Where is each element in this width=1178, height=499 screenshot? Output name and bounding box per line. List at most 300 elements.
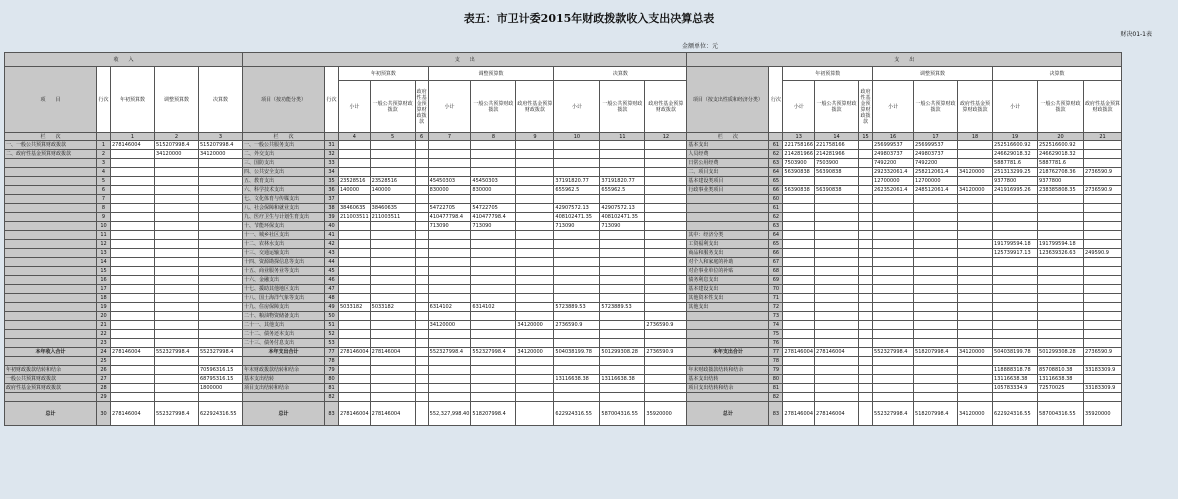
cell-b-8 <box>554 159 600 168</box>
cell-b-3 <box>370 141 415 150</box>
cell-c-5: 552327998.4 <box>873 402 914 426</box>
cell-a-0 <box>5 258 97 267</box>
cell-c-4 <box>859 357 873 366</box>
cell-b-4 <box>415 240 428 249</box>
cell-b-8 <box>554 357 600 366</box>
cell-a-3: 515207998.4 <box>155 141 199 150</box>
cell-a-0 <box>5 186 97 195</box>
cell-c-5 <box>873 303 914 312</box>
cell-b-6 <box>471 168 516 177</box>
cell-b-4 <box>415 267 428 276</box>
cell-a-1: 8 <box>97 204 111 213</box>
cell-c-10 <box>1084 258 1122 267</box>
cell-b-3 <box>370 150 415 159</box>
cell-a-3 <box>155 213 199 222</box>
cell-b-0: 十四、资源勘探信息等支出 <box>243 258 325 267</box>
cell-b-3 <box>370 285 415 294</box>
cell-b-2 <box>339 321 371 330</box>
cell-b-2 <box>339 231 371 240</box>
cell-c-8: 125739917.13 <box>993 249 1038 258</box>
header-subtotal: 小计 <box>993 81 1038 133</box>
cell-c-2 <box>783 339 815 348</box>
cell-b-2: 278146004 <box>340 349 369 355</box>
cell-c-3 <box>815 249 859 258</box>
table-row <box>5 285 1122 294</box>
cell-b-7 <box>516 186 554 195</box>
col-number: 20 <box>1038 133 1084 141</box>
cell-c-0: 基本支出 <box>687 141 769 150</box>
cell-c-3: 278146004 <box>815 348 859 357</box>
cell-c-0: 日常公用经费 <box>687 159 769 168</box>
cell-b-5 <box>428 357 471 366</box>
cell-c-8 <box>993 321 1038 330</box>
table-row <box>5 204 1122 213</box>
col-number: 15 <box>859 133 873 141</box>
table-row <box>5 249 1122 258</box>
cell-a-3 <box>155 222 199 231</box>
cell-a-0: 政府性基金预算财政拨款 <box>5 384 97 393</box>
header-grp-init-b: 年初预算数 <box>339 67 429 81</box>
cell-a-2 <box>111 213 155 222</box>
cell-c-6 <box>914 366 958 375</box>
cell-b-0: 十七、援助其他地区支出 <box>243 285 325 294</box>
cell-b-0: 四、公共安全支出 <box>243 168 325 177</box>
cell-a-1: 6 <box>97 186 111 195</box>
cell-b-4 <box>415 330 428 339</box>
cell-a-2 <box>111 204 155 213</box>
cell-b-2 <box>339 168 371 177</box>
cell-b-10 <box>645 159 687 168</box>
cell-c-3: 7503900 <box>815 159 859 168</box>
cell-b-0: 本年支出合计 <box>243 348 325 357</box>
cell-b-6 <box>471 357 516 366</box>
cell-a-1: 11 <box>97 231 111 240</box>
cell-c-4 <box>859 177 873 186</box>
cell-b-3 <box>370 312 415 321</box>
cell-c-5 <box>873 285 914 294</box>
cell-a-4: 515207998.4 <box>199 141 243 150</box>
cell-b-9 <box>600 258 645 267</box>
cell-c-2 <box>783 204 815 213</box>
cell-a-3 <box>155 339 199 348</box>
cell-c-10 <box>1084 177 1122 186</box>
cell-c-1: 65 <box>769 177 783 186</box>
cell-b-4 <box>415 186 428 195</box>
cell-b-2 <box>339 384 371 393</box>
cell-b-8: 504038199.78 <box>554 348 600 357</box>
cell-b-4 <box>415 294 428 303</box>
cell-c-0: 对企事业单位的补贴 <box>687 267 769 276</box>
cell-c-4 <box>859 375 873 384</box>
cell-c-6 <box>914 375 958 384</box>
cell-b-10 <box>645 195 687 204</box>
cell-c-6 <box>914 204 958 213</box>
header-final: 决算数 <box>199 67 243 133</box>
cell-b-9 <box>600 276 645 285</box>
cell-b-6 <box>471 150 516 159</box>
cell-b-0: 五、教育支出 <box>243 177 325 186</box>
cell-a-4 <box>199 312 243 321</box>
cell-c-5 <box>873 213 914 222</box>
cell-b-7 <box>516 276 554 285</box>
cell-c-6 <box>914 195 958 204</box>
table-row <box>5 321 1122 330</box>
cell-b-3 <box>370 276 415 285</box>
cell-c-4 <box>859 339 873 348</box>
cell-a-2 <box>111 168 155 177</box>
cell-b-7 <box>516 393 554 402</box>
cell-a-1: 21 <box>97 321 111 330</box>
cell-a-1: 20 <box>97 312 111 321</box>
cell-b-10 <box>645 312 687 321</box>
cell-a-3 <box>155 177 199 186</box>
cell-a-4: 34120000 <box>199 150 243 159</box>
cell-c-5 <box>873 312 914 321</box>
table-row <box>5 402 1122 426</box>
cell-c-8: 241916995.26 <box>993 186 1038 195</box>
cell-c-10 <box>1084 303 1122 312</box>
cell-b-3 <box>370 339 415 348</box>
cell-b-4 <box>415 195 428 204</box>
cell-c-10: 35920000 <box>1084 402 1122 426</box>
cell-a-1: 27 <box>97 375 111 384</box>
cell-a-2 <box>111 285 155 294</box>
cell-b-5: 45450303 <box>428 177 471 186</box>
cell-c-3 <box>815 195 859 204</box>
cell-c-2 <box>783 384 815 393</box>
cell-c-0: 其他资本性支出 <box>687 294 769 303</box>
table-row <box>5 312 1122 321</box>
cell-b-1: 36 <box>325 186 339 195</box>
cell-c-3: 221758166 <box>815 141 859 150</box>
cell-c-3 <box>815 276 859 285</box>
cell-c-1: 69 <box>769 276 783 285</box>
cell-b-3 <box>370 375 415 384</box>
cell-b-6: 45450303 <box>471 177 516 186</box>
cell-c-10 <box>1084 375 1122 384</box>
cell-c-2 <box>783 294 815 303</box>
cell-c-10 <box>1084 330 1122 339</box>
cell-a-4 <box>199 195 243 204</box>
cell-c-3: 56390838 <box>815 168 859 177</box>
cell-c-10 <box>1084 339 1122 348</box>
cell-b-1: 79 <box>325 366 339 375</box>
cell-c-10 <box>1084 321 1122 330</box>
cell-a-1: 22 <box>97 330 111 339</box>
cell-c-0: 人员经费 <box>687 150 769 159</box>
cell-a-3 <box>155 186 199 195</box>
cell-c-2 <box>783 375 815 384</box>
cell-c-7 <box>958 159 993 168</box>
cell-a-0 <box>5 303 97 312</box>
cell-c-2: 56390838 <box>783 186 815 195</box>
cell-c-1: 75 <box>769 330 783 339</box>
cell-a-2 <box>111 222 155 231</box>
cell-a-4 <box>199 339 243 348</box>
cell-c-9: 218762708.36 <box>1038 168 1084 177</box>
cell-b-7: 34120000 <box>516 348 554 357</box>
cell-b-1: 50 <box>325 312 339 321</box>
cell-b-2 <box>339 375 371 384</box>
cell-b-9: 13116638.38 <box>600 375 645 384</box>
cell-c-7 <box>958 240 993 249</box>
cell-b-10 <box>645 177 687 186</box>
cell-c-0: 工资福利支出 <box>687 240 769 249</box>
cell-b-1: 83 <box>325 402 339 426</box>
cell-c-4 <box>859 168 873 177</box>
cell-c-1: 63 <box>769 159 783 168</box>
cell-b-0: 三、国防支出 <box>243 159 325 168</box>
cell-c-10 <box>1084 294 1122 303</box>
cell-a-0 <box>5 249 97 258</box>
cell-a-1: 1 <box>97 141 111 150</box>
cell-b-1: 78 <box>325 357 339 366</box>
cell-a-1: 23 <box>97 339 111 348</box>
col-number: 21 <box>1084 133 1122 141</box>
table-header <box>5 53 1122 141</box>
cell-b-0: 十一、城乡社区支出 <box>243 231 325 240</box>
cell-b-9: 37191820.77 <box>600 177 645 186</box>
cell-b-2 <box>339 285 371 294</box>
col-number: 1 <box>111 133 155 141</box>
cell-a-0 <box>5 159 97 168</box>
currency-unit: 金额单位：元 <box>681 43 718 50</box>
col-label-a: 栏 次 <box>5 133 97 141</box>
cell-b-10: 35920000 <box>645 402 687 426</box>
cell-b-6: 6314102 <box>471 303 516 312</box>
cell-a-2 <box>111 195 155 204</box>
cell-c-9: 238385808.35 <box>1038 186 1084 195</box>
cell-a-2: 278146004 <box>111 141 155 150</box>
col-number: 9 <box>516 133 554 141</box>
cell-b-7 <box>516 195 554 204</box>
cell-c-1: 74 <box>769 321 783 330</box>
cell-b-10 <box>645 168 687 177</box>
cell-a-3 <box>155 240 199 249</box>
cell-b-3 <box>370 195 415 204</box>
cell-b-2: 140000 <box>339 186 371 195</box>
cell-b-8: 42907572.13 <box>554 204 600 213</box>
col-number: 7 <box>428 133 471 141</box>
cell-b-0: 二、外交支出 <box>243 150 325 159</box>
cell-c-2 <box>783 285 815 294</box>
cell-c-9: 9377800 <box>1038 177 1084 186</box>
cell-c-8 <box>993 294 1038 303</box>
cell-b-4 <box>415 249 428 258</box>
cell-a-2 <box>111 366 155 375</box>
cell-b-3: 38460635 <box>370 204 415 213</box>
cell-b-2 <box>339 258 371 267</box>
cell-b-8: 655962.5 <box>554 186 600 195</box>
cell-b-2 <box>339 339 371 348</box>
budget-table <box>4 52 1122 426</box>
cell-b-0: 十六、金融支出 <box>243 276 325 285</box>
cell-a-4 <box>199 276 243 285</box>
cell-c-7 <box>958 366 993 375</box>
cell-b-2 <box>339 195 371 204</box>
table-row <box>5 348 1122 357</box>
cell-b-7 <box>516 204 554 213</box>
cell-c-8 <box>993 330 1038 339</box>
cell-a-0 <box>5 285 97 294</box>
header-general: 一般公共预算财政拨款 <box>914 81 958 133</box>
header-grp-final-c: 决算数 <box>993 67 1122 81</box>
cell-a-0 <box>5 276 97 285</box>
cell-b-0: 十五、商业服务业等支出 <box>243 267 325 276</box>
cell-c-1: 78 <box>769 357 783 366</box>
cell-b-3 <box>370 168 415 177</box>
cell-b-8 <box>554 240 600 249</box>
cell-b-7 <box>516 141 554 150</box>
cell-a-0 <box>5 294 97 303</box>
cell-b-6: 552327998.4 <box>471 348 516 357</box>
table-row <box>5 303 1122 312</box>
cell-c-8 <box>993 222 1038 231</box>
table-row <box>5 357 1122 366</box>
cell-b-9 <box>600 249 645 258</box>
cell-c-9: 246629018.32 <box>1038 150 1084 159</box>
cell-c-8: 13116638.38 <box>993 375 1038 384</box>
cell-b-9: 5723889.53 <box>600 303 645 312</box>
cell-b-4 <box>415 384 428 393</box>
cell-a-0: 一、一般公共预算财政拨款 <box>5 141 97 150</box>
cell-c-3: 278146004 <box>815 402 859 426</box>
cell-b-9 <box>600 339 645 348</box>
cell-c-7 <box>958 321 993 330</box>
cell-c-8 <box>993 285 1038 294</box>
cell-c-3 <box>815 222 859 231</box>
cell-c-7 <box>958 141 993 150</box>
cell-b-5 <box>428 366 471 375</box>
cell-b-1: 37 <box>325 195 339 204</box>
cell-b-3 <box>370 267 415 276</box>
cell-b-4 <box>415 366 428 375</box>
cell-b-0: 年末财政拨款结转和结余 <box>243 366 325 375</box>
cell-c-5 <box>873 276 914 285</box>
cell-b-9 <box>600 159 645 168</box>
col-number: 12 <box>645 133 687 141</box>
cell-c-2 <box>783 393 815 402</box>
cell-b-10 <box>645 240 687 249</box>
header-line-c: 行次 <box>769 67 783 133</box>
cell-b-6 <box>471 195 516 204</box>
cell-a-3 <box>155 159 199 168</box>
header-general: 一般公共预算财政拨款 <box>471 81 516 133</box>
cell-c-10 <box>1084 312 1122 321</box>
cell-b-5 <box>428 159 471 168</box>
cell-a-3 <box>155 312 199 321</box>
cell-c-10 <box>1084 213 1122 222</box>
cell-a-2 <box>111 159 155 168</box>
cell-b-10 <box>645 276 687 285</box>
cell-c-10 <box>1084 357 1122 366</box>
cell-b-3 <box>370 159 415 168</box>
cell-a-4: 68795316.15 <box>199 375 243 384</box>
cell-b-2 <box>339 366 371 375</box>
cell-c-5: 292332061.4 <box>873 168 914 177</box>
cell-c-0: 债务利息支出 <box>687 276 769 285</box>
cell-b-1: 44 <box>325 258 339 267</box>
cell-c-6 <box>914 294 958 303</box>
cell-b-8: 408102471.35 <box>554 213 600 222</box>
cell-c-2: 278146004 <box>783 402 815 426</box>
cell-a-2 <box>111 330 155 339</box>
cell-a-0 <box>5 222 97 231</box>
cell-b-1: 42 <box>325 240 339 249</box>
table-row <box>5 141 1122 150</box>
cell-b-0 <box>243 357 325 366</box>
cell-b-6 <box>471 159 516 168</box>
cell-b-9 <box>600 294 645 303</box>
cell-c-9 <box>1038 330 1084 339</box>
cell-b-1: 43 <box>325 249 339 258</box>
cell-a-4 <box>199 186 243 195</box>
col-number: 4 <box>339 133 371 141</box>
cell-b-9: 587004316.55 <box>600 402 645 426</box>
cell-c-5: 12700000 <box>873 177 914 186</box>
cell-c-0: 行政事业类项目 <box>687 186 769 195</box>
header-subtotal: 小计 <box>554 81 600 133</box>
cell-b-5: 552327998.4 <box>428 348 471 357</box>
cell-a-1: 10 <box>97 222 111 231</box>
cell-a-0 <box>5 168 97 177</box>
cell-b-3 <box>370 384 415 393</box>
cell-b-4 <box>415 168 428 177</box>
cell-c-8: 504038199.78 <box>993 348 1038 357</box>
header-gov-fund: 政府性基金预算财政拨款 <box>645 81 687 133</box>
cell-c-8: 118888318.78 <box>993 366 1038 375</box>
cell-c-1: 64 <box>769 168 783 177</box>
cell-c-5 <box>873 249 914 258</box>
cell-c-6 <box>914 240 958 249</box>
cell-a-0 <box>5 357 97 366</box>
cell-c-2: 278146004 <box>784 349 814 355</box>
cell-c-4 <box>859 150 873 159</box>
cell-b-2 <box>339 276 371 285</box>
cell-b-9 <box>600 357 645 366</box>
cell-a-4: 70596316.15 <box>199 366 243 375</box>
cell-c-2 <box>783 357 815 366</box>
cell-c-9: 123639326.63 <box>1038 249 1084 258</box>
cell-a-0: 总计 <box>5 402 97 426</box>
cell-b-9 <box>600 366 645 375</box>
cell-c-4 <box>859 312 873 321</box>
cell-b-0: 十八、国土海洋气象等支出 <box>243 294 325 303</box>
cell-c-7 <box>958 384 993 393</box>
table-row <box>5 393 1122 402</box>
cell-c-0 <box>687 222 769 231</box>
cell-c-4 <box>859 294 873 303</box>
cell-c-4 <box>859 285 873 294</box>
cell-b-7 <box>516 168 554 177</box>
cell-c-2 <box>783 213 815 222</box>
cell-a-1: 28 <box>97 384 111 393</box>
cell-a-1: 17 <box>97 285 111 294</box>
cell-b-2 <box>339 240 371 249</box>
cell-a-0: 本年收入合计 <box>5 348 97 357</box>
cell-c-7 <box>958 222 993 231</box>
cell-a-3 <box>155 195 199 204</box>
cell-b-8 <box>554 150 600 159</box>
cell-b-8 <box>554 141 600 150</box>
cell-a-1: 2 <box>97 150 111 159</box>
cell-b-1: 80 <box>325 375 339 384</box>
cell-b-5: 6314102 <box>428 303 471 312</box>
cell-b-9 <box>600 393 645 402</box>
cell-b-8 <box>554 393 600 402</box>
cell-c-10 <box>1084 393 1122 402</box>
cell-b-10: 2736590.9 <box>645 321 687 330</box>
